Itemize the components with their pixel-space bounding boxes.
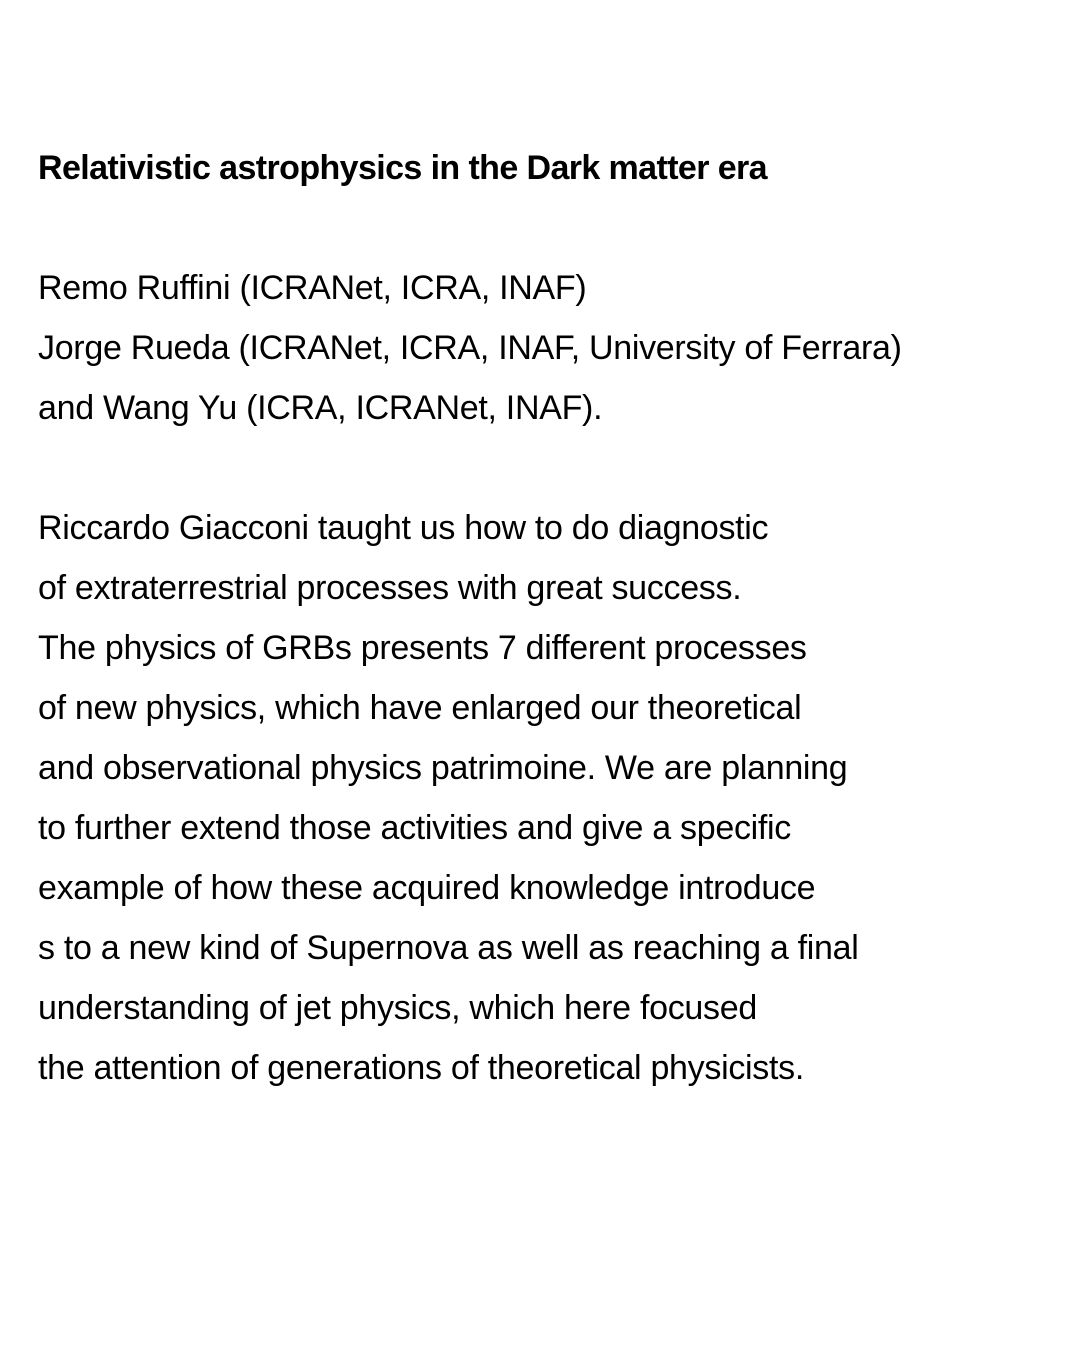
author-line: and Wang Yu (ICRA, ICRANet, INAF).	[38, 389, 603, 427]
authors-block	[38, 258, 902, 438]
abstract-line: of extraterrestrial processes with great success.	[38, 569, 742, 607]
abstract-line: The physics of GRBs presents 7 different processes	[38, 629, 807, 667]
author-line: Jorge Rueda (ICRANet, ICRA, INAF, University of Ferrara)	[38, 329, 902, 367]
abstract-line: s to a new kind of Supernova as well as reaching a final	[38, 929, 859, 967]
abstract-line: of new physics, which have enlarged our theoretical	[38, 689, 802, 727]
abstract-line: the attention of generations of theoretical physicists.	[38, 1049, 804, 1087]
abstract-line: and observational physics patrimoine. We are planning	[38, 749, 848, 787]
abstract-line: example of how these acquired knowledge introduce	[38, 869, 816, 907]
abstract-line: Riccardo Giacconi taught us how to do diagnostic	[38, 509, 769, 547]
abstract-line: to further extend those activities and give a specific	[38, 809, 792, 847]
document-title: Relativistic astrophysics in the Dark matter era	[38, 149, 767, 187]
abstract-block	[38, 498, 858, 1098]
abstract-line: understanding of jet physics, which here focused	[38, 989, 757, 1027]
author-line: Remo Ruffini (ICRANet, ICRA, INAF)	[38, 269, 587, 307]
